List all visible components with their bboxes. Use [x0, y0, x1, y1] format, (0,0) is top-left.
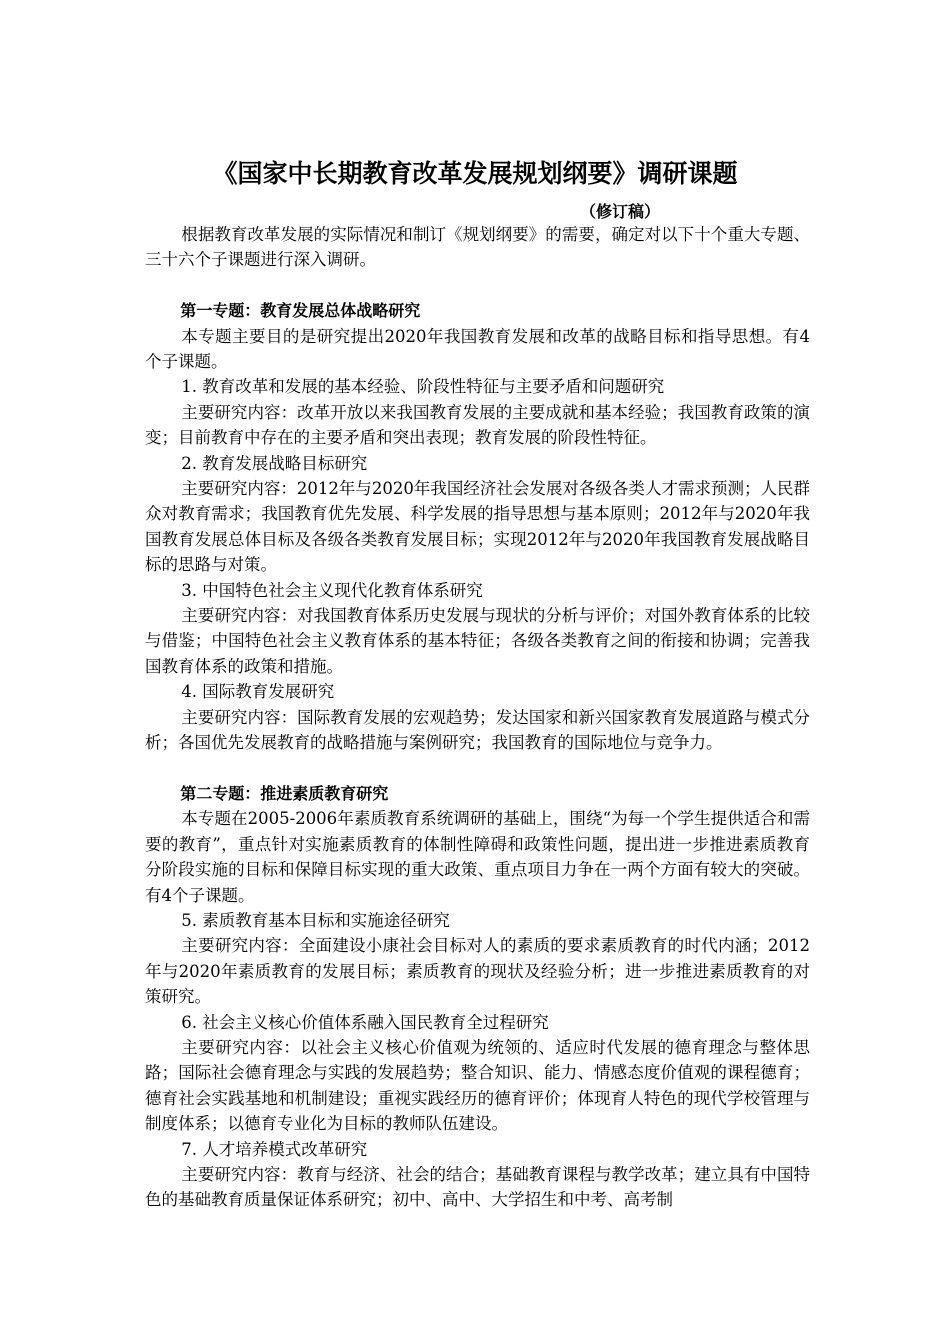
document-body	[145, 222, 810, 1213]
section-summary-1: 本专题主要目的是研究提出2020年我国教育发展和改革的战略目标和指导思想。有4个子课题。	[145, 326, 810, 372]
section-summary-2: 本专题在2005-2006年素质教育系统调研的基础上，围绕“为每一个学生提供适合和需要的教育”，重点针对实施素质教育的体制性障碍和政策性问题，提出进一步推进素质教育分阶段实施的目标和保障目标实现的重大政策、重点项目力争在一两个方面有较大的突破。有4个子课题。	[145, 809, 810, 905]
topic-content-4: 主要研究内容：国际教育发展的宏观趋势；发达国家和新兴国家教育发展道路与模式分析；各国优先发展教育的战略措施与案例研究；我国教育的国际地位与竞争力。	[145, 707, 810, 753]
topic-content-7: 主要研究内容：教育与经济、社会的结合；基础教育课程与教学改革；建立具有中国特色的基础教育质量保证体系研究；初中、高中、大学招生和中考、高考制	[145, 1165, 810, 1210]
document-title: 《国家中长期教育改革发展规划纲要》调研课题	[212, 159, 738, 188]
topic-content-2: 主要研究内容：2012年与2020年我国经济社会发展对各级各类人才需求预测；人民群众对教育需求；我国教育优先发展、科学发展的指导思想与基本原则；2012年与2020年我国教育发展总体目标及各级各类教育发展目标；实现2012年与2020年我国教育发展战略目标的思路与对策。	[145, 479, 810, 575]
topic-title-5: 5. 素质教育基本目标和实施途径研究	[181, 910, 450, 930]
topic-content-3: 主要研究内容：对我国教育体系历史发展与现状的分析与评价；对国外教育体系的比较与借鉴；中国特色社会主义教育体系的基本特征；各级各类教育之间的衔接和协调；完善我国教育体系的政策和措施。	[145, 606, 810, 676]
topic-content-1: 主要研究内容：改革开放以来我国教育发展的主要成就和基本经验；我国教育政策的演变；目前教育中存在的主要矛盾和突出表现；教育发展的阶段性特征。	[145, 402, 810, 448]
paragraph-spacer	[145, 273, 810, 298]
intro-paragraph: 根据教育改革发展的实际情况和制订《规划纲要》的需要，确定对以下十个重大专题、三十六个子课题进行深入调研。	[145, 225, 810, 270]
topic-title-4: 4. 国际教育发展研究	[181, 682, 335, 702]
topic-title-3: 3. 中国特色社会主义现代化教育体系研究	[181, 580, 483, 600]
topic-title-1: 1. 教育改革和发展的基本经验、阶段性特征与主要矛盾和问题研究	[181, 377, 665, 397]
section-heading-2: 第二专题：推进素质教育研究	[180, 783, 389, 803]
paragraph-spacer	[145, 756, 810, 781]
topic-title-6: 6. 社会主义核心价值体系融入国民教育全过程研究	[181, 1012, 549, 1032]
section-heading-1: 第一专题：教育发展总体战略研究	[180, 301, 421, 321]
topic-content-5: 主要研究内容：全面建设小康社会目标对人的素质的要求素质教育的时代内涵；2012年与2020年素质教育的发展目标；素质教育的现状及经验分析；进一步推进素质教育的对策研究。	[145, 936, 810, 1007]
document-subtitle: （修订稿）	[579, 202, 660, 221]
topic-title-7: 7. 人才培养模式改革研究	[181, 1139, 368, 1159]
topic-content-6: 主要研究内容：以社会主义核心价值观为统领的、适应时代发展的德育理念与整体思路；国际社会德育理念与实践的发展趋势；整合知识、能力、情感态度价值观的课程德育；德育社会实践基地和机制建设；重视实践经历的德育评价；体现育人特色的现代学校管理与制度体系；以德育专业化为目标的教师队伍建设。	[145, 1037, 810, 1134]
topic-title-2: 2. 教育发展战略目标研究	[181, 453, 368, 473]
